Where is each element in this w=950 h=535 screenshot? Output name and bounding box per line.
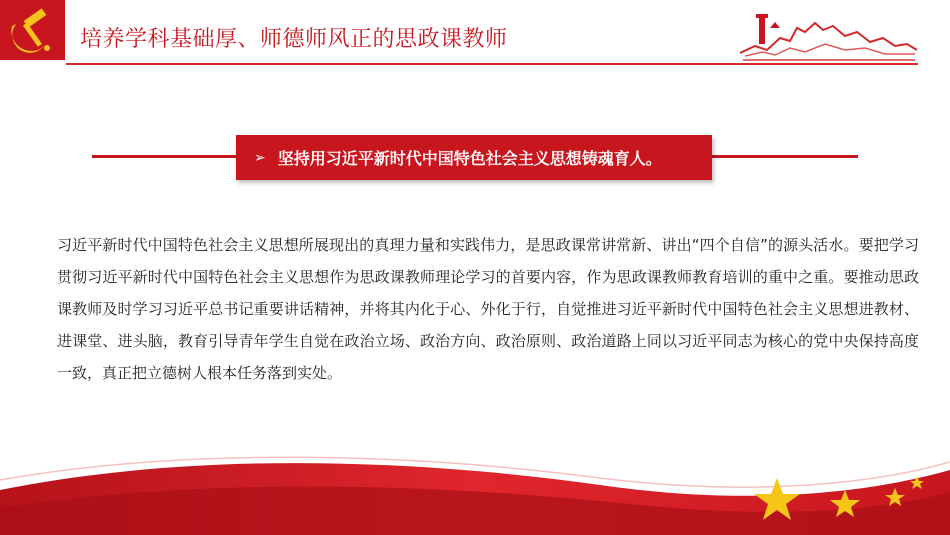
page-title: 培养学科基础厚、师德师风正的思政课教师 — [80, 27, 508, 52]
star-icon — [910, 476, 924, 489]
arrow-right-icon: ➢ — [254, 149, 266, 166]
header-divider — [66, 63, 918, 65]
banner-heading: 坚持用习近平新时代中国特色社会主义思想铸魂育人。 — [277, 149, 662, 168]
banner-rule-left — [92, 155, 238, 158]
decorative-stars — [745, 470, 935, 530]
section-banner — [236, 135, 712, 180]
body-paragraph: 习近平新时代中国特色社会主义思想所展现出的真理力量和实践伟力，是思政课常讲常新、讲出“四个自信”的源头活水。要把学习贯彻习近平新时代中国特色社会主义思想作为思政课教师理论学习的首要内容，作为思政课教师教育培训的重中之重。要推动思政课教师及时学习习近平总书记重要讲话精神，并将其内化于心、外化于行，自觉推进习近平新时代中国特色社会主义思想进教材、进课堂、进头脑，教育引导青年学生自觉在政治立场、政治方向、政治原则、政治道路上同以习近平同志为核心的党中央保持高度一致，真正把立德树人根本任务落到实处。 — [57, 236, 919, 382]
great-wall-icon — [735, 8, 920, 63]
party-emblem-icon — [6, 6, 58, 54]
star-icon — [830, 490, 860, 517]
star-icon — [754, 478, 800, 520]
star-icon — [885, 488, 905, 506]
header-logo — [0, 0, 65, 60]
banner-rule-right — [710, 155, 858, 158]
